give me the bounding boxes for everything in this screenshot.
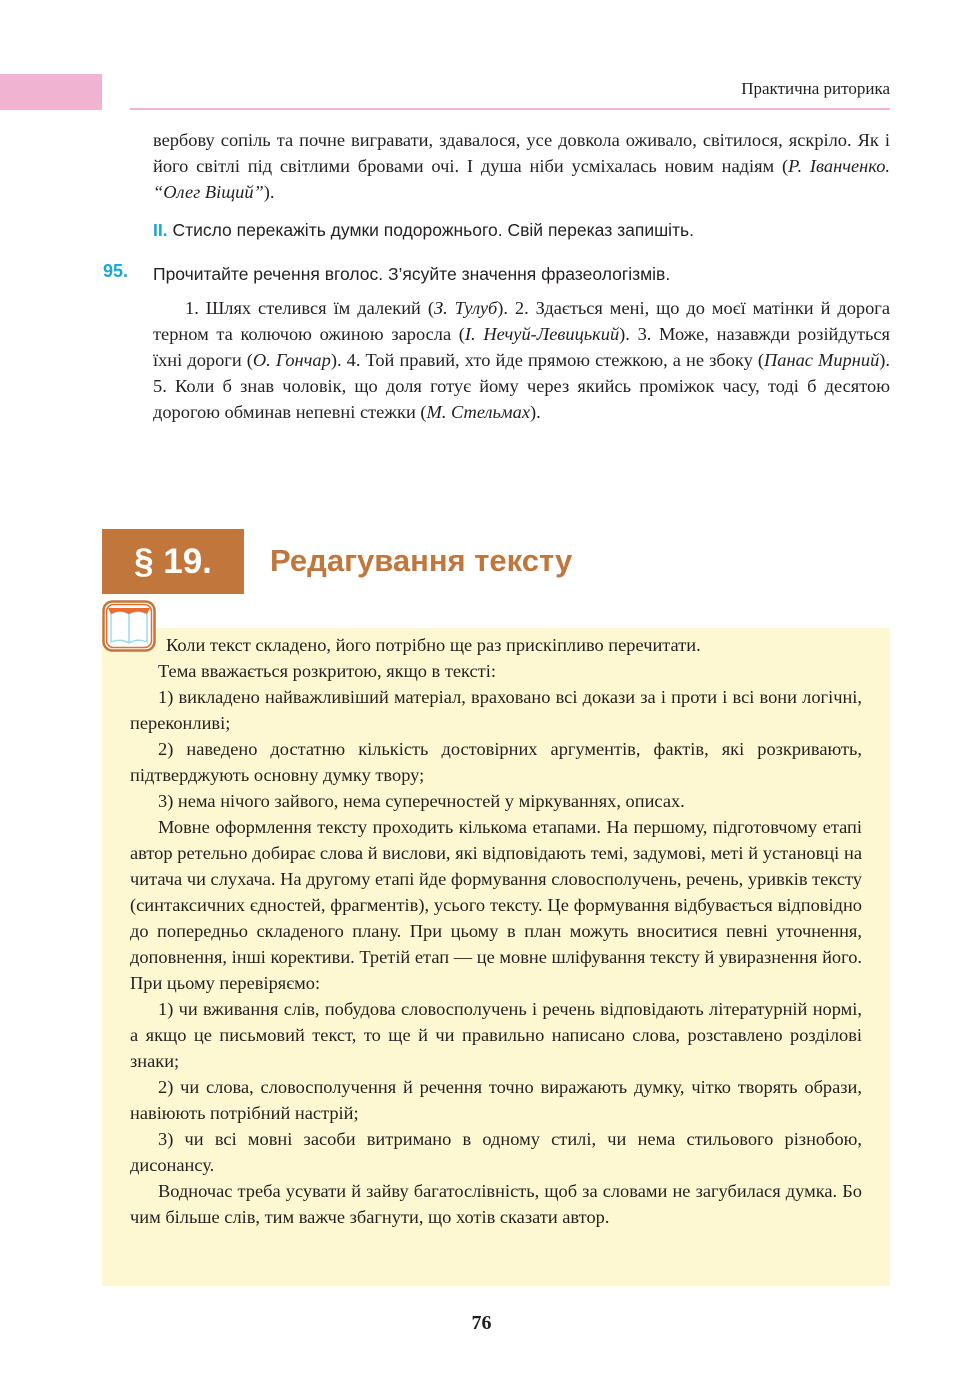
note-paragraph: Мовне оформлення тексту проходить кількома етапами. На першому, підготовчому етапі автор ретельно добирає слова й вислови, які відповідають темі, задумові, меті й установці на читача чи слухача. На другому етапі йде формування словосполучень, речень, уривків тексту (синтаксичних єдностей, фрагментів), усього тексту. Це формування відбувається відповідно до попередньо складеного плану. При цьому в план можуть вноситися певні уточнення, доповнення, інші корективи. Третій етап — це мовне шліфування тексту й увиразнення його. При цьому перевіряємо:	[130, 817, 862, 993]
note-paragraph: 1) викладено найважливіший матеріал, враховано всі докази за і проти і всі вони логічні, переконливі;	[130, 687, 862, 733]
note-paragraph: 2) чи слова, словосполучення й речення точно виражають думку, чітко творять образи, навіюють потрібний настрій;	[130, 1077, 862, 1123]
exercise-sentence: ).	[530, 402, 541, 422]
exercise-author: О. Гончар	[252, 350, 331, 370]
section-title: Редагування тексту	[270, 543, 573, 578]
exercise-number: 95.	[103, 261, 129, 281]
note-paragraph: Коли текст складено, його потрібно ще раз прискіпливо перечитати.	[166, 635, 701, 655]
top-paragraph-citation: Р. Іванченко. “Олег Віщий”	[153, 156, 890, 202]
exercise-sentence: ). 4. Той правий, хто йде прямою стежкою, а не збоку (	[330, 350, 764, 370]
header-divider	[130, 108, 890, 110]
top-paragraph	[153, 127, 890, 205]
exercise-sentence: ). 2. Здається мені, що до моєї матінки й дорога терном та колючою ожиною заросла (	[153, 298, 890, 344]
task-ii	[153, 217, 890, 243]
note-paragraph: 3) чи всі мовні засоби витримано в одному стилі, чи нема стильового різнобою, дисонансу.	[130, 1129, 862, 1175]
note-text	[130, 632, 862, 1230]
running-header: Практична риторика	[741, 79, 890, 98]
exercise-sentence: ). 5. Коли б знав чоловік, що доля готує йому через якийсь проміжок часу, тоді б десятою дорогою обминав непевні стежки (	[153, 350, 890, 422]
top-paragraph-text: вербову сопіль та почне вигравати, здавалося, усе довкола оживало, світилося, яскріло. Як і його світлі під світлими бровами очі. І душа ніби усміхалась новим надіям (	[153, 130, 890, 176]
exercise-author: Панас Мирний	[764, 350, 880, 370]
task-ii-text: Стисло перекажіть думки подорожнього. Свій переказ запишіть.	[172, 220, 695, 240]
exercise-instruction: Прочитайте речення вголос. З’ясуйте значення фразеологізмів.	[153, 264, 671, 284]
header-pink-tab	[0, 74, 102, 110]
exercise-sentences	[153, 295, 890, 425]
note-paragraph: Тема вважається розкритою, якщо в тексті:	[158, 661, 496, 681]
note-paragraph: Водночас треба усувати й зайву багатослівність, щоб за словами не загубилася думка. Бо чим більше слів, тим важче збагнути, що хотів сказати автор.	[130, 1181, 862, 1227]
exercise-sentence: 1. Шлях стелився їм далекий (	[185, 298, 434, 318]
exercise-sentence: ). 3. Може, назавжди розійдуться їхні дороги (	[153, 324, 890, 370]
exercise-author: З. Тулуб	[433, 298, 498, 318]
section-number-box: § 19.	[102, 529, 244, 594]
exercise-author: І. Нечуй-Левицький	[464, 324, 620, 344]
task-roman-numeral: II.	[153, 220, 168, 240]
exercise-author: М. Стельмах	[426, 402, 531, 422]
note-paragraph: 2) наведено достатню кількість достовірних аргументів, фактів, які розкривають, підтверджують основну думку твору;	[130, 739, 862, 785]
top-paragraph-end: ).	[263, 182, 275, 202]
note-paragraph: 3) нема нічого зайвого, нема суперечностей у міркуваннях, описах.	[158, 791, 685, 811]
page-number: 76	[471, 1312, 492, 1334]
note-paragraph: 1) чи вживання слів, побудова словосполучень і речень відповідають літературній нормі, а якщо це письмовий текст, то ще й чи правильно написано слова, розставлено розділові знаки;	[130, 999, 862, 1071]
